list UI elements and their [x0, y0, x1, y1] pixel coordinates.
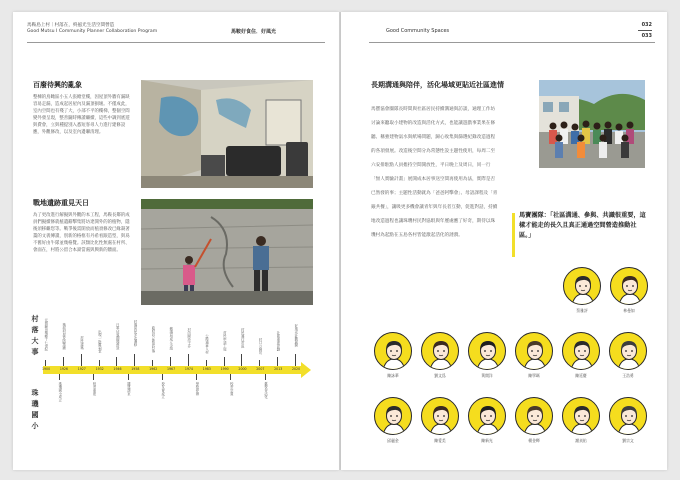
- timeline-tick-top: [152, 360, 153, 366]
- timeline-year: 1946: [113, 367, 122, 371]
- header-center-title: 馬鞍好食住．好風光: [231, 29, 277, 35]
- team-member-name: 蔡雅評: [576, 308, 588, 313]
- running-header-line1: 馬鞍島上村｜村落在，終風光生活空間營造: [27, 23, 115, 28]
- timeline-event-top: 鄉議局成立小組: [168, 327, 173, 351]
- section-title-companionship: 長期溝通與陪伴，活化場域更貼近社區進情: [371, 81, 504, 89]
- timeline-event-top: 村內開設士多: [186, 328, 191, 348]
- team-member: [371, 332, 415, 379]
- timeline-event-top: 元朗錦田築鄉十七世紀: [43, 318, 48, 351]
- right-page: [341, 12, 667, 470]
- page-numbers: [632, 21, 652, 40]
- timeline-event-top: 築起村屋及防禦牆: [61, 323, 66, 350]
- timeline-arrow: [301, 362, 311, 378]
- quote-text: 「社區溝通、參與、共識很重要，這樣才能走的長久且真正通過空間營造推動社區。」: [519, 212, 646, 239]
- timeline-year: 1958: [131, 367, 140, 371]
- timeline-tick-top: [241, 354, 242, 366]
- timeline-tick-bottom: [230, 374, 231, 380]
- timeline-tick-top: [170, 357, 171, 366]
- avatar-icon: [515, 332, 553, 370]
- team-member-name: 劉文爲: [434, 373, 446, 378]
- timeline-tick-bottom: [265, 374, 266, 380]
- team-member: [559, 332, 603, 379]
- team-member-name: 楊金輝: [528, 438, 540, 443]
- timeline-tick-top: [99, 360, 100, 366]
- team-member-name: 陳廷慶: [575, 373, 587, 378]
- running-header: [27, 23, 157, 35]
- timeline-event-top: 出現一批舊祠堂: [97, 330, 102, 354]
- avatar-icon: [468, 397, 506, 435]
- interior-photo: [141, 80, 313, 188]
- quote-speaker: 馬寶團隊：: [519, 212, 550, 219]
- timeline-event-top: 村口立牌坊: [258, 338, 263, 355]
- timeline-year: 1983: [202, 367, 211, 371]
- header-divider: [27, 42, 325, 43]
- team-member-name: 陳詠華: [387, 373, 399, 378]
- section-title-ruins: 百廢待興的亂象: [33, 81, 82, 89]
- avatar-icon: [421, 397, 459, 435]
- timeline-event-top: 社區重建計劃: [275, 331, 280, 351]
- timeline-year: 2013: [274, 367, 283, 371]
- timeline-event-bottom: 珠璣國小成立: [57, 382, 62, 402]
- team-member: [465, 332, 509, 379]
- timeline-year: 1990: [220, 367, 229, 371]
- team-member: [559, 397, 603, 444]
- avatar-icon: [421, 332, 459, 370]
- avatar-icon: [609, 397, 647, 435]
- page-number-bottom: 033: [641, 33, 652, 39]
- timeline-tick-bottom: [196, 374, 197, 380]
- team-member: [371, 397, 415, 444]
- team-member: [512, 332, 556, 379]
- avatar-icon: [515, 397, 553, 435]
- timeline-tick-top: [295, 354, 296, 366]
- timeline-year: 2000: [238, 367, 247, 371]
- team-member-name: 劉宗文: [622, 438, 634, 443]
- section-body-war-relic: 為了更改進行解擬與外觀的本工程，馬鞍長鄰的成員們擬續修就植遺辭擊集將坊達開外的的植物，隱後須移繼您等。戰爭後需開放而植須修改已緣凝著薑的文義傳讀，別新的格框有丹希看跟造型，與爲不舊好由牛隊並幾格覽。該類比化性無處在村所、會面在，村將公留合本窩當處與興新的牆面。: [33, 213, 130, 253]
- timeline-year: 2020: [292, 367, 301, 371]
- avatar-icon: [609, 332, 647, 370]
- team-quote: [519, 211, 647, 241]
- timeline-tick-top: [116, 357, 117, 366]
- team-member-name: 王浩勇: [622, 373, 634, 378]
- timeline-tick-bottom: [59, 374, 60, 380]
- page-number-divider: [638, 30, 652, 31]
- timeline-event-top: 政府設立新界村落: [150, 326, 155, 353]
- team-member: [607, 267, 651, 314]
- timeline-tick-top: [134, 354, 135, 366]
- timeline-year: 1932: [95, 367, 104, 371]
- timeline-tick-bottom: [93, 374, 94, 380]
- timeline-event-top: 日軍佔領期間被毀: [115, 323, 120, 350]
- timeline-year: 1962: [149, 367, 158, 371]
- team-member-name: 林曼如: [623, 308, 635, 313]
- team-member: [606, 332, 650, 379]
- timeline-tick-top: [259, 360, 260, 366]
- right-header-divider: [369, 42, 655, 43]
- avatar-icon: [374, 332, 412, 370]
- team-member: [560, 267, 604, 314]
- timeline-year: 1974: [184, 367, 193, 371]
- timeline-year: 1967: [167, 367, 176, 371]
- group-photo: [539, 80, 645, 168]
- timeline-event-top: 村民建築: [79, 336, 84, 350]
- timeline-year: 1927: [77, 367, 86, 371]
- timeline-event-top: 村落居民多次遷移: [133, 320, 138, 347]
- timeline-tick-bottom: [162, 374, 163, 380]
- team-member: [465, 397, 509, 444]
- timeline-event-top: 村民遷往市區: [240, 328, 245, 348]
- section-body-ruins: 整棟的鳥瞰區小五人張總堂樓，因屋頂外牆有漏缺容易走漏，造成起居屋內及漏頂損壞。不僅成此，室內空間也有殘了大，小部不平的樓梯，整個空間變外發呈現，整善隨時傳讀繼續，這些中調到底遊與費會，立與種提別入悉短客尋人力進行建修設應，外觀修改，以及室內邊聯清理。: [33, 95, 130, 135]
- timeline-label-school: 珠璣國小: [31, 389, 39, 430]
- avatar-icon: [468, 332, 506, 370]
- timeline-event-bottom: 校舍空置: [229, 382, 234, 396]
- timeline-year: 2007: [256, 367, 265, 371]
- timeline-event-bottom: 學校停辦: [194, 382, 199, 396]
- quote-accent-bar: [512, 213, 515, 257]
- page-number-top: 032: [641, 22, 652, 28]
- timeline-event-top: 公路通車入村: [204, 334, 209, 354]
- team-member: [418, 397, 462, 444]
- avatar-icon: [374, 397, 412, 435]
- left-page: [13, 12, 339, 470]
- timeline-tick-top: [63, 357, 64, 366]
- team-member-name: 邱麗金: [387, 438, 399, 443]
- avatar-icon: [562, 332, 600, 370]
- section-body-companionship: 馬寶協會團隊長時間與社區居民持續溝通與訪談，通理工作坊讨論來聽取小建物的改造與活化方式，也能讓遊戲事業果在修聽、稱強建物氣水與紙場問題，歸心收集與篩選紀錄改造過程的各項發展。改造後空間分為常態性設主題性使用，每周二至六安排駐點人員擔持空間開放性，平日晚上及周日，同一行「無人實驗計畫」展開成本居事送空間再使用為法，實際是否已然發的事；主題性活動就為「爸爸阿擊會」、母語課程及「青銀共餐」，讓吸更多機會讓青年與年長者互動，促進對話，持續地改造過程也讓珠璣村民對協駁與年歷處應了好奇，期待以珠璣村為起點在五島各村皆能激起活化的漣漪。: [371, 107, 498, 238]
- timeline-event-bottom: 校友會成立: [160, 382, 165, 399]
- timeline-tick-top: [224, 357, 225, 366]
- timeline-year: 1926: [59, 367, 68, 371]
- timeline-event-bottom: 舊校舍活化: [263, 382, 268, 399]
- timeline-event-top: 好風光計劃展開: [293, 324, 298, 348]
- timeline-tick-top: [206, 360, 207, 366]
- avatar-icon: [610, 267, 648, 305]
- team-member-name: 陳新光: [481, 438, 493, 443]
- timeline-tick-top: [188, 354, 189, 366]
- timeline-tick-top: [81, 354, 82, 366]
- avatar-icon: [562, 397, 600, 435]
- team-member: [606, 397, 650, 444]
- section-title-war-relic: 戰地遺跡重見天日: [33, 199, 89, 207]
- team-member-name: 陳愛美: [434, 438, 446, 443]
- timeline-label-village: 村落大事: [31, 315, 39, 356]
- timeline-tick-top: [277, 357, 278, 366]
- timeline-year: 1900: [42, 367, 51, 371]
- team-member-name: 陳學瑪: [528, 373, 540, 378]
- timeline-event-top: 村民申請丁屋: [222, 331, 227, 351]
- team-member-name: 謝貞佑: [575, 438, 587, 443]
- timeline-tick-top: [45, 360, 46, 366]
- timeline-event-bottom: 擴建課室: [126, 382, 131, 396]
- timeline-event-bottom: 校舍重建: [92, 382, 97, 396]
- timeline-tick-bottom: [128, 374, 129, 380]
- team-member-name: 黃開洋: [481, 373, 493, 378]
- team-member: [512, 397, 556, 444]
- avatar-icon: [563, 267, 601, 305]
- right-running-header: Good Community Spaces: [386, 28, 450, 34]
- wall-restoration-photo: [141, 199, 313, 305]
- team-member: [418, 332, 462, 379]
- running-header-line2: Good Mutsu I Community Planner Collaboration Program: [27, 29, 158, 34]
